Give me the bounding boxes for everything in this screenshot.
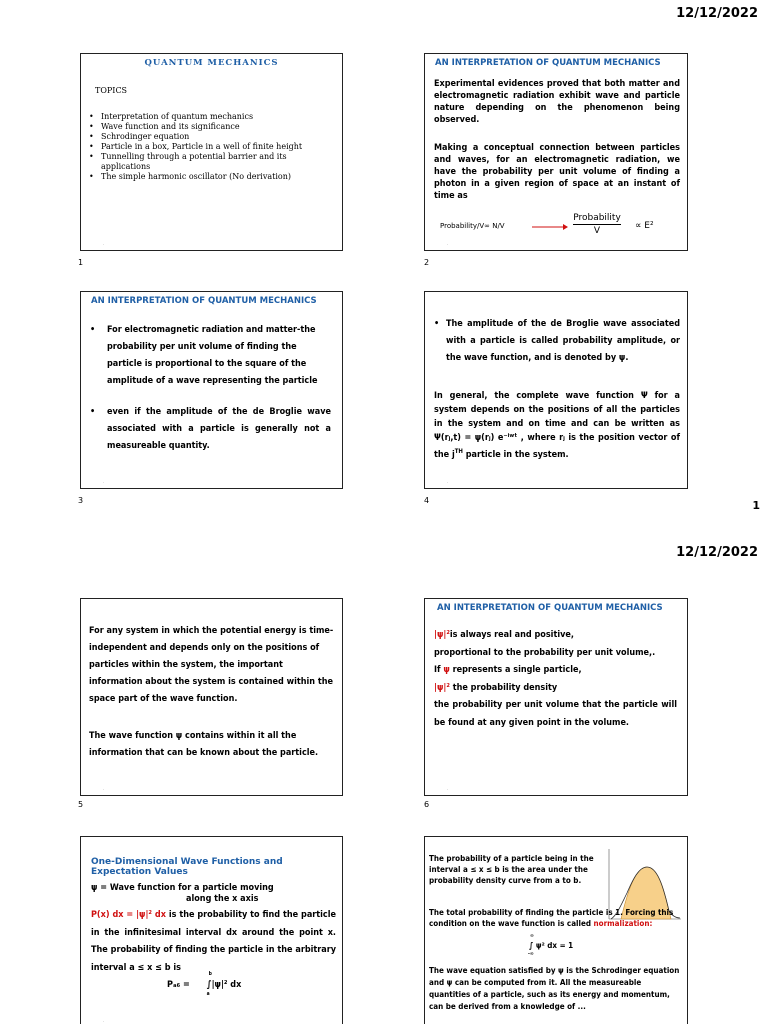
slide-number: 5 (78, 800, 84, 809)
bullet-list (90, 322, 331, 455)
slide-footer: · (447, 480, 449, 485)
paragraph: The wave equation satisfied by ψ is the Schrodinger equation and ψ can be computed from it. All the measureable quantities of a particle, such as its energy and momentum, can be derived from a knowledge of ... (429, 966, 680, 1011)
list-item: • For electromagnetic radiation and matter-the probability per unit volume of finding the particle is proportional to the square of the amplitude of a wave representing the particle (90, 322, 331, 390)
slide-number: 2 (424, 258, 430, 267)
text-line: |ψ|²is always real and positive, (434, 630, 574, 640)
slide-number: 1 (78, 258, 84, 267)
slide-title: QUANTUM MECHANICS (144, 58, 279, 68)
text-line: the probability per unit volume that the particle will be found at any given point in the volume. (434, 700, 677, 728)
text-line: along the x axis (186, 894, 259, 904)
list-item: • Schrodinger equation (89, 132, 314, 142)
slide-5 (80, 598, 343, 796)
list-item: • Tunnelling through a potential barrier and its applications (89, 152, 314, 172)
list-item: • The simple harmonic oscillator (No derivation) (89, 172, 314, 182)
slide-title: AN INTERPRETATION OF QUANTUM MECHANICS (91, 296, 317, 306)
list-item: • Particle in a box, Particle in a well of finite height (89, 142, 314, 152)
paragraph: The total probability of finding the particle is 1. Forcing this condition on the wave function is called normalization: (429, 908, 674, 928)
page-date: 12/12/2022 (676, 545, 758, 560)
slide-footer: · (103, 480, 105, 485)
paragraph: In general, the complete wave function Ψ for a system depends on the positions of all the particles in the system and on time and can be written as Ψ(rⱼ,t) = ψ(rⱼ) e⁻ⁱʷᵗ , where rⱼ is the position vector of the $j^{TH}$ particle in the system. (434, 391, 680, 460)
probability-equation: Pₐ₆ = b ∫|ψ|² dx a (167, 971, 242, 997)
paragraph (434, 627, 677, 732)
slide-7 (80, 836, 343, 1024)
page-date: 12/12/2022 (676, 6, 758, 21)
paragraph: For any system in which the potential energy is time-independent and depends only on the positions of particles within the system, the important information about the system is contained within the space part of the wave function. (89, 626, 334, 704)
fraction-numerator: Probability (573, 213, 621, 223)
slide-footer: · (103, 787, 105, 792)
list-item: • Interpretation of quantum mechanics (89, 112, 314, 122)
slide-number: 4 (424, 496, 430, 505)
text-line: ψ = Wave function for a particle moving (91, 883, 274, 893)
formula-fraction (571, 213, 623, 236)
bullet-list (434, 316, 680, 367)
list-item: • Wave function and its significance (89, 122, 314, 132)
text-line: |ψ|² the probability density (434, 682, 558, 693)
definition (91, 883, 274, 905)
formula-right: ∝ E² (635, 221, 654, 231)
paragraph: Experimental evidences proved that both matter and electromagnetic radiation exhibit wave and particle nature depending on the phenomenon being observed. (434, 79, 680, 125)
paragraph: Making a conceptual connection between particles and waves, for an electromagnetic radiation, we have the probability per unit volume of finding a photon in a given region of space at an instant of time as (434, 143, 680, 201)
page-number: 1 (752, 499, 760, 512)
slide-3 (80, 291, 343, 489)
slide-6 (424, 598, 688, 796)
fraction-denominator: V (593, 226, 601, 236)
slide-8 (424, 836, 688, 1024)
paragraph: The probability of a particle being in the interval a ≤ x ≤ b is the area under the probability density curve from a to b. (429, 854, 594, 885)
slide-title: One-Dimensional Wave Functions and Expectation Values (91, 857, 283, 877)
topic-list (89, 112, 314, 182)
formula-left: Probability/V∞ N/V (440, 222, 505, 230)
slide-footer: · (103, 242, 105, 247)
slide-title: AN INTERPRETATION OF QUANTUM MECHANICS (437, 603, 663, 613)
slide-number: 6 (424, 800, 430, 809)
slide-4 (424, 291, 688, 489)
topics-label: TOPICS (95, 86, 128, 95)
slide-footer: · (447, 787, 449, 792)
fraction-bar (573, 224, 621, 225)
paragraph: P(x) dx = |ψ|² dx is the probability to find the particle in the infinitesimal interval dx around the point x. The probability of finding the particle in the arbitrary interval a ≤ x ≤ b is (91, 910, 337, 973)
slide-1 (80, 53, 343, 251)
list-item: • even if the amplitude of the de Broglie wave associated with a particle is generally not a measureable quantity. (90, 404, 331, 455)
slide-footer: · (447, 242, 449, 247)
slide-number: 3 (78, 496, 84, 505)
slide-title: AN INTERPRETATION OF QUANTUM MECHANICS (435, 58, 661, 68)
list-item: • The amplitude of the de Broglie wave associated with a particle is called probability amplitude, or the wave function, and is denoted by ψ. (434, 316, 680, 367)
paragraph: The wave function ψ contains within it all the information that can be known about the particle. (89, 731, 319, 758)
normalization-equation: ∞ ∫ ψ² dx = 1 -∞ (528, 933, 574, 957)
arrow-icon (532, 224, 568, 230)
slide-2 (424, 53, 688, 251)
text-line: If ψ represents a single particle, (434, 665, 582, 675)
slide-footer: · (103, 1019, 105, 1024)
text-line: proportional to the probability per unit volume,. (434, 647, 656, 658)
